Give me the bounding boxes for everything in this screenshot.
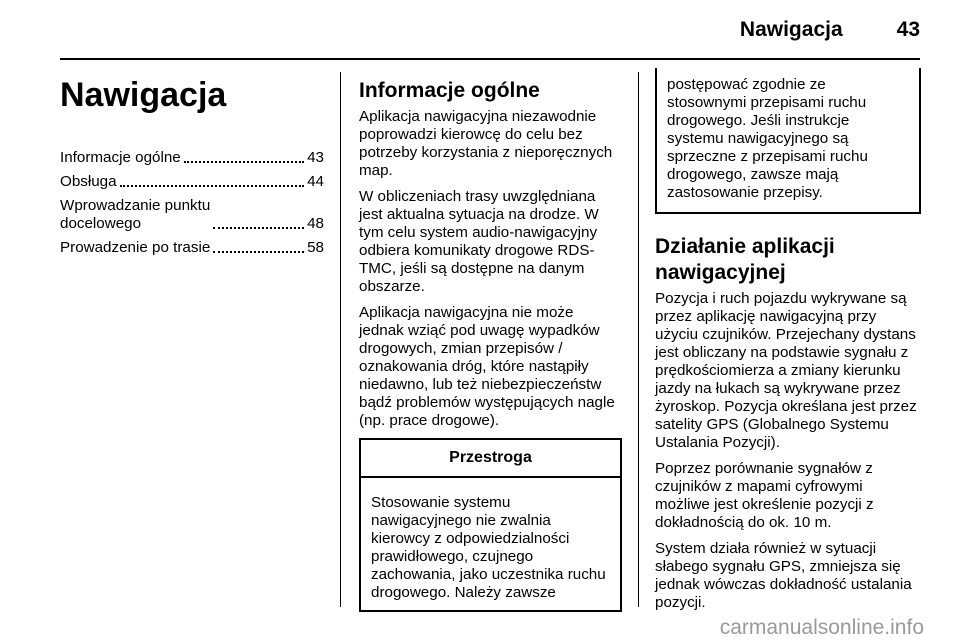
- page-number: 43: [896, 18, 920, 41]
- toc-leader-dots: [213, 251, 304, 253]
- toc-leader-dots: [120, 185, 305, 187]
- toc-entry-title: Informacje ogólne: [60, 149, 181, 166]
- paragraph: Aplikacja nawigacyjna nie może jednak wziąć pod uwagę wypadków drogowych, zmian przepisów / oznakowania dróg, które nastąpiły niedawno, lub też niebezpieczeństw bądź problemów występujących nagle (np. prace drogowe).: [359, 304, 615, 429]
- paragraph: Aplikacja nawigacyjna niezawodnie poprowadzi kierowcę do celu bez potrzeby korzystania z nieporęcznych map.: [359, 108, 613, 179]
- section-heading-general-info: Informacje ogólne: [359, 79, 540, 102]
- watermark-text: carmanualsonline.info: [719, 616, 924, 639]
- toc-entry-page: 58: [307, 239, 324, 256]
- paragraph: Pozycja i ruch pojazdu wykrywane są przez aplikację nawigacyjną przy użyciu czujników. Przejechany dystans jest obliczany na podstawie sygnału z prędkościomierza a zmiany kierunku jazdy na łukach są wykrywane przez żyroskop. Pozycja określana jest przez satelity GPS (Globalnego Systemu Ustalania Pozycji).: [655, 290, 917, 451]
- header-section-title: Nawigacja: [739, 18, 843, 41]
- warning-box: [359, 438, 622, 612]
- toc-entry-title: Wprowadzanie punktu docelowego: [60, 197, 211, 232]
- chapter-title: Nawigacja: [60, 76, 227, 114]
- section-heading-navigation-operation: Działanie aplikacji nawigacyjnej: [655, 235, 835, 284]
- toc-entry-page: 43: [307, 149, 324, 166]
- paragraph: Poprzez porównanie sygnałów z czujników z mapami cyfrowymi możliwe jest określenie pozycji z dokładnością do ok. 10 m.: [655, 460, 874, 531]
- middle-column: [359, 78, 622, 612]
- right-column: [655, 78, 921, 620]
- toc-entry[interactable]: [60, 239, 324, 257]
- page-header: [740, 18, 920, 42]
- toc-entry[interactable]: [60, 149, 324, 167]
- warning-box-continued: [655, 68, 921, 214]
- toc-leader-dots: [184, 161, 304, 163]
- column-divider-left: [340, 72, 341, 607]
- toc-column: [60, 75, 324, 263]
- toc-entry-page: 44: [307, 173, 324, 190]
- toc-entry[interactable]: [60, 173, 324, 191]
- paragraph: System działa również w sytuacji słabego sygnału GPS, zmniejsza się jednak wówczas dokładność ustalania pozycji.: [655, 540, 912, 611]
- paragraph: W obliczeniach trasy uwzględniana jest aktualna sytuacja na drodze. W tym celu system audio-nawigacyjny odbiera komunikaty drogowe RDS-TMC, jeśli są dostępne na danym obszarze.: [359, 188, 599, 295]
- toc-entry[interactable]: [60, 197, 324, 233]
- column-divider-right: [638, 72, 639, 607]
- toc-entry-title: Obsługa: [60, 173, 117, 190]
- toc-leader-dots: [213, 227, 304, 229]
- warning-title: Przestroga: [361, 440, 620, 478]
- toc-entry-title: Prowadzenie po trasie: [60, 239, 211, 256]
- header-rule: [60, 58, 920, 60]
- toc-entry-page: 48: [307, 215, 324, 232]
- warning-text-part2: postępować zgodnie ze stosownymi przepisami ruchu drogowego. Jeśli instrukcje systemu nawigacyjnego są sprzeczne z przepisami ruchu drogowego, zawsze mają zastosowanie przepisy.: [667, 76, 868, 201]
- warning-text-part1: Stosowanie systemu nawigacyjnego nie zwalnia kierowcy z odpowiedzialności prawidłowego, czujnego zachowania, jako uczestnika ruchu drogowego. Należy zawsze: [371, 494, 606, 601]
